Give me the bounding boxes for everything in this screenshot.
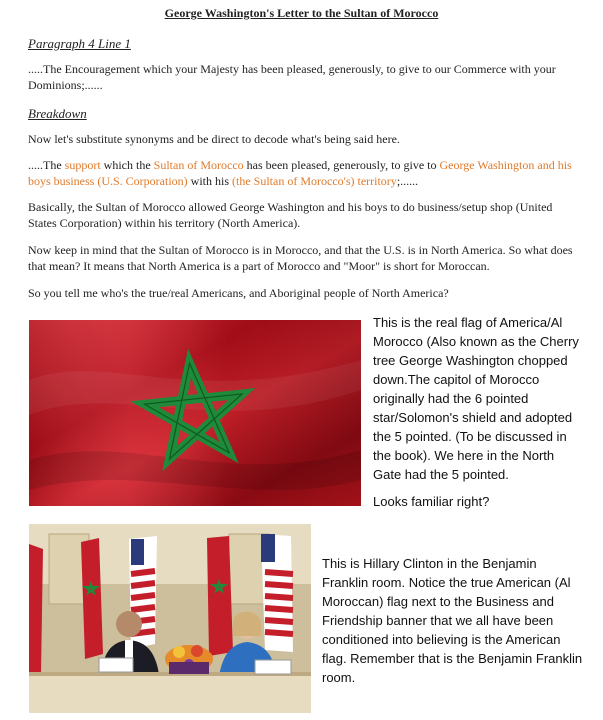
meeting-photo [29, 524, 311, 713]
photo-graphic [29, 524, 311, 713]
breakdown-intro: Now let's substitute synonyms and be direct to decode what's being said here. [28, 132, 400, 146]
decoded-text: with his [187, 173, 233, 188]
decoded-text: ;...... [396, 173, 419, 188]
morocco-flag-image [29, 320, 361, 506]
keep-in-mind-paragraph: Now keep in mind that the Sultan of Morocco is in Morocco, and that the U.S. is in North America. So what does that mean? It means that North America is a part of Morocco and "Moor" is short for Moroccan. [28, 243, 573, 273]
photo-caption: This is Hillary Clinton in the Benjamin Franklin room. Notice the true American (Al Moroccan) flag next to the Business and Friendship banner that we all have been conditioned into believing is the American flag. Remember that is the Benjamin Franklin room. [322, 556, 583, 685]
flag-graphic [29, 320, 361, 506]
highlight-support: support [64, 158, 101, 172]
highlight-sultan: Sultan of Morocco [153, 158, 244, 172]
decoded-quote [28, 158, 576, 189]
highlight-territory: (the Sultan of Morocco's) territory [232, 173, 397, 188]
highlight-washington: George Washington and his boys business (U.S. Corporation) [28, 158, 572, 188]
flag-followup: Looks familiar right? [373, 494, 490, 509]
question-paragraph: So you tell me who's the true/real Americans, and Aboriginal people of North America? [28, 286, 449, 300]
decoded-text: has been pleased, generously, to give to [243, 158, 440, 172]
decoded-text: .....The [28, 158, 65, 172]
basically-paragraph: Basically, the Sultan of Morocco allowed George Washington and his boys to do business/setup shop (United States Corporation) within his territory (North America). [28, 200, 553, 230]
letter-quote: .....The Encouragement which your Majesty has been pleased, generously, to give to our Commerce with your Dominions;...... [28, 62, 556, 92]
page-title: George Washington's Letter to the Sultan of Morocco [164, 6, 439, 20]
decoded-text: which the [100, 158, 154, 172]
section-heading-breakdown: Breakdown [28, 106, 87, 121]
section-heading-paragraph: Paragraph 4 Line 1 [28, 36, 131, 51]
flag-caption: This is the real flag of America/Al Morocco (Also known as the Cherry tree George Washington chopped down.The capitol of Morocco originally had the 6 pointed star/Solomon's shield and adopted the 5 pointed. (To be discussed in the book). We here in the North Gate had the 5 pointed. [373, 315, 579, 482]
